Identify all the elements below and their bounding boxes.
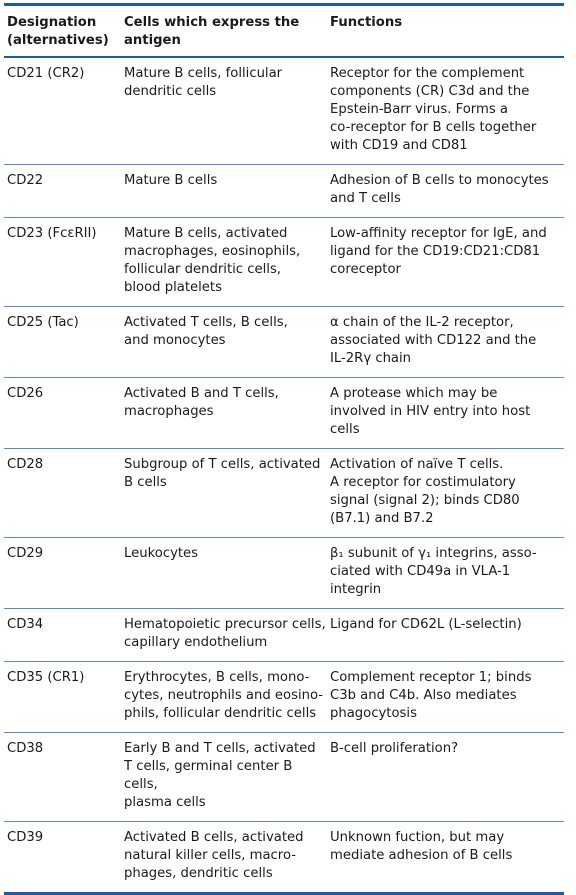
header-cells: Cells which express the antigen	[124, 15, 300, 48]
cell-cells: Activated B cells, activated natural killer cells, macro- phages, dendritic cells	[124, 830, 304, 881]
cell-designation: CD38	[7, 741, 44, 756]
table-row	[4, 609, 564, 661]
cell-functions: α chain of the IL-2 receptor, associated with CD122 and the IL-2Rγ chain	[330, 315, 537, 366]
cell-functions: Adhesion of B cells to monocytes and T cells	[330, 173, 549, 206]
cell-cells: Leukocytes	[124, 546, 199, 561]
cell-designation: CD35 (CR1)	[7, 670, 85, 685]
cell-designation: CD25 (Tac)	[7, 315, 79, 330]
table-header-row	[4, 6, 564, 56]
table-row	[4, 165, 564, 217]
table-row	[4, 733, 564, 821]
cell-cells: Subgroup of T cells, activated B cells	[124, 457, 321, 490]
cell-designation: CD28	[7, 457, 44, 472]
cell-functions: B-cell proliferation?	[330, 741, 459, 756]
table-row	[4, 822, 564, 892]
table-row	[4, 378, 564, 448]
cell-functions: Ligand for CD62L (L-selectin)	[330, 617, 522, 632]
header-functions: Functions	[330, 15, 403, 30]
cell-designation: CD21 (CR2)	[7, 66, 85, 81]
cell-cells: Activated T cells, B cells, and monocytes	[124, 315, 288, 348]
table-body	[4, 58, 564, 892]
cell-functions: Complement receptor 1; binds C3b and C4b. Also mediates phagocytosis	[330, 670, 532, 721]
table-row	[4, 218, 564, 306]
cell-designation: CD39	[7, 830, 44, 845]
cell-designation: CD23 (FcεRII)	[7, 226, 97, 241]
cell-designation: CD29	[7, 546, 44, 561]
cell-cells: Hematopoietic precursor cells, capillary endothelium	[124, 617, 326, 650]
cell-designation: CD26	[7, 386, 44, 401]
cell-functions: β₁ subunit of γ₁ integrins, asso- ciated with CD49a in VLA-1 integrin	[330, 546, 537, 597]
cell-functions: A protease which may be involved in HIV entry into host cells	[330, 386, 531, 437]
cell-cells: Mature B cells	[124, 173, 218, 188]
cell-functions: Receptor for the complement components (CR) C3d and the Epstein-Barr virus. Forms a co-receptor for B cells together with CD19 and CD81	[330, 66, 537, 153]
header-designation: Designation (alternatives)	[7, 15, 109, 48]
table-row	[4, 58, 564, 164]
table-row	[4, 662, 564, 732]
cell-designation: CD22	[7, 173, 44, 188]
table-row	[4, 307, 564, 377]
cell-functions: Unknown fuction, but may mediate adhesion of B cells	[330, 830, 513, 863]
cell-functions: Activation of naïve T cells. A receptor for costimulatory signal (signal 2); binds CD80 (B7.1) and B7.2	[330, 457, 520, 526]
cell-designation: CD34	[7, 617, 44, 632]
table-row	[4, 449, 564, 537]
cell-functions: Low-affinity receptor for IgE, and ligand for the CD19:CD21:CD81 coreceptor	[330, 226, 547, 277]
cell-cells: Activated B and T cells, macrophages	[124, 386, 279, 419]
cell-cells: Erythrocytes, B cells, mono- cytes, neutrophils and eosino- phils, follicular dendritic cells	[124, 670, 324, 721]
table-row	[4, 538, 564, 608]
cell-cells: Early B and T cells, activated T cells, germinal center B cells, plasma cells	[124, 741, 316, 810]
cell-cells: Mature B cells, follicular dendritic cells	[124, 66, 283, 99]
cell-cells: Mature B cells, activated macrophages, eosinophils, follicular dendritic cells, blood platelets	[124, 226, 301, 295]
cd-antigen-table	[4, 3, 564, 895]
